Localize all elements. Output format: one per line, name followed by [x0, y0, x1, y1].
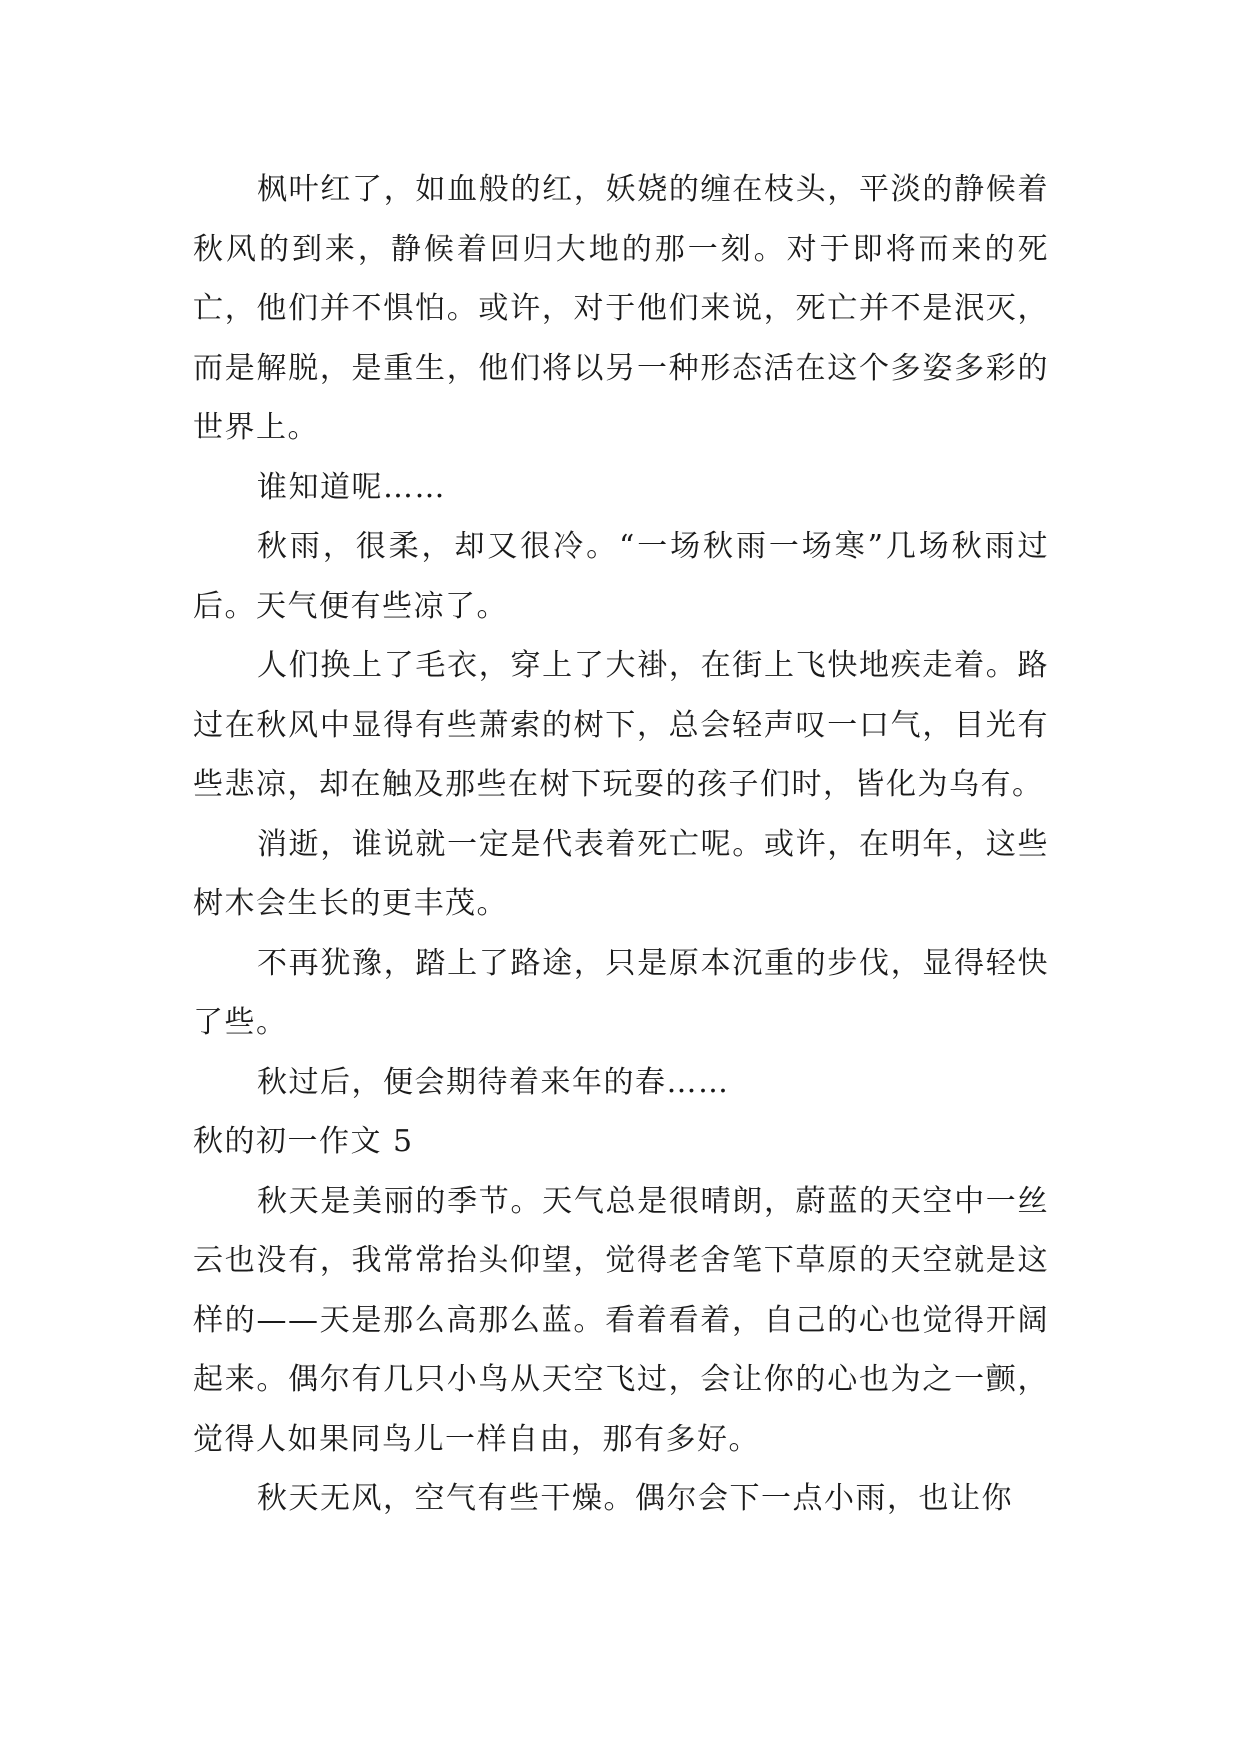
paragraph-maple-leaves: 枫叶红了，如血般的红，妖娆的缠在枝头，平淡的静候着秋风的到来，静候着回归大地的那一刻。对于即将而来的死亡，他们并不惧怕。或许，对于他们来说，死亡并不是泯灭，而是解脱，是重生，他们将以另一种形态活在这个多姿多彩的世界上。 — [193, 172, 1049, 445]
paragraph-no-wind: 秋天无风，空气有些干燥。偶尔会下一点小雨，也让你 — [257, 1481, 1013, 1516]
paragraph-who-knows: 谁知道呢…… — [257, 469, 446, 505]
document-body — [193, 160, 1049, 1529]
essay-heading: 秋的初一作文 5 — [193, 1124, 414, 1159]
paragraph-fading: 消逝，谁说就一定是代表着死亡呢。或许，在明年，这些树木会生长的更丰茂。 — [193, 826, 1049, 921]
paragraph-people-sweaters: 人们换上了毛衣，穿上了大褂，在街上飞快地疾走着。路过在秋风中显得有些萧索的树下，总会轻声叹一口气，目光有些悲凉，却在触及那些在树下玩耍的孩子们时，皆化为乌有。 — [193, 648, 1049, 802]
paragraph-no-hesitation: 不再犹豫，踏上了路途，只是原本沉重的步伐，显得轻快了些。 — [193, 945, 1049, 1040]
paragraph-autumn-rain: 秋雨，很柔，却又很冷。“一场秋雨一场寒”几场秋雨过后。天气便有些凉了。 — [193, 529, 1049, 624]
paragraph-after-autumn: 秋过后，便会期待着来年的春…… — [257, 1064, 730, 1100]
paragraph-beautiful-season: 秋天是美丽的季节。天气总是很晴朗，蔚蓝的天空中一丝云也没有，我常常抬头仰望，觉得老舍笔下草原的天空就是这样的——天是那么高那么蓝。看着看着，自己的心也觉得开阔起来。偶尔有几只小鸟从天空飞过，会让你的心也为之一颤，觉得人如果同鸟儿一样自由，那有多好。 — [193, 1183, 1049, 1457]
